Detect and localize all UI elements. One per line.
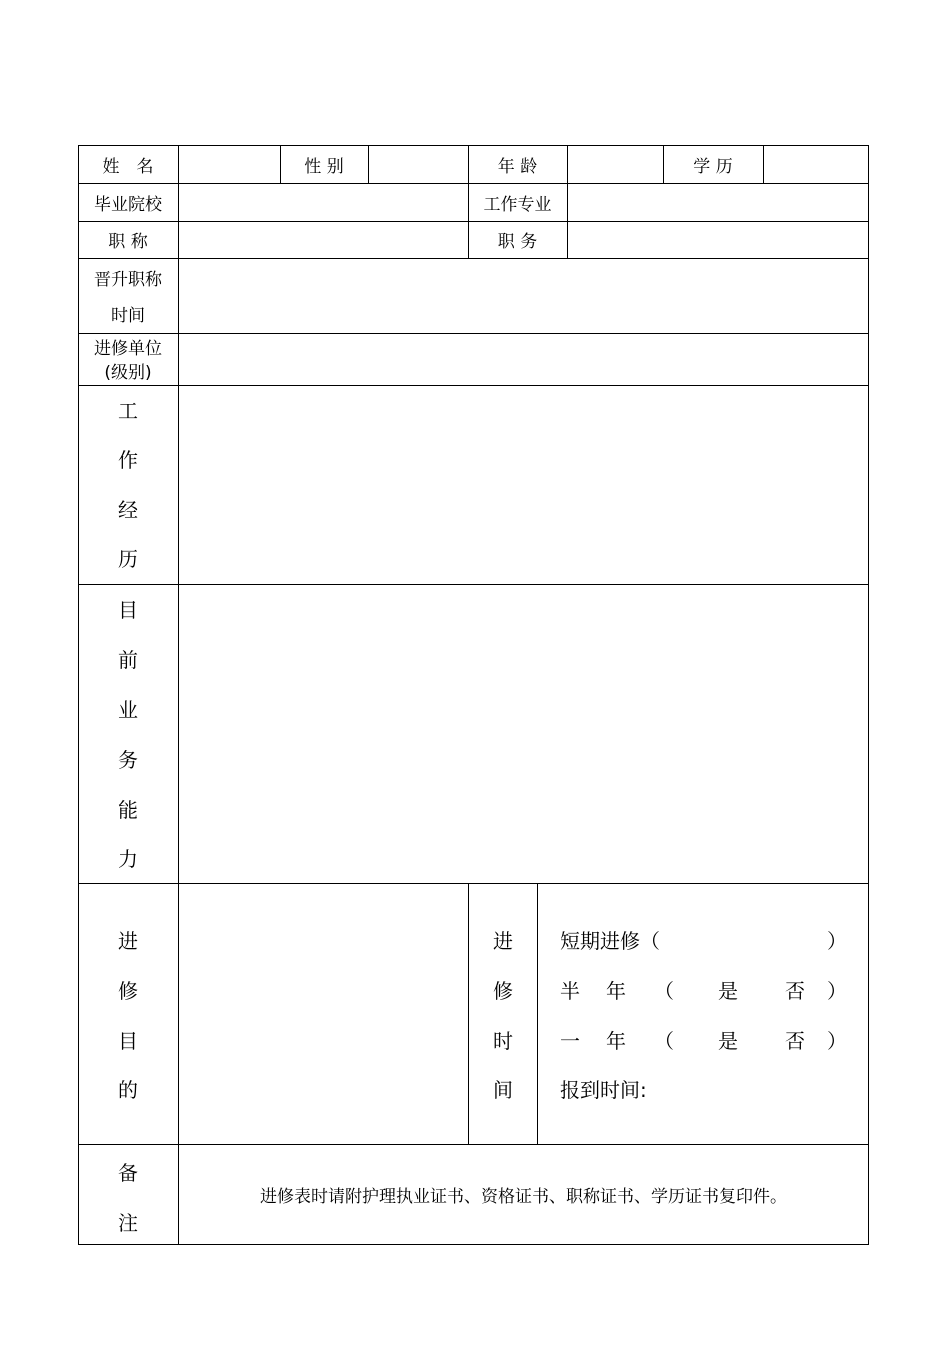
half-year-paren-close: ） [827,979,847,1003]
work-experience-field[interactable] [179,386,868,584]
study-time-label-char: 进 [493,929,513,953]
remarks-label-char: 注 [118,1211,138,1235]
half-year-char: 年 [606,979,626,1003]
job-title-field[interactable] [179,221,468,258]
position-field[interactable] [568,221,868,258]
education-label: 学 历 [693,156,733,177]
study-application-form [78,145,869,1245]
study-unit-field[interactable] [179,334,868,385]
promotion-time-field[interactable] [179,259,868,333]
name-label: 姓 名 [102,156,154,177]
remarks-label-char: 备 [118,1161,138,1185]
short-term-close-paren: ） [827,929,847,953]
report-time-label: 报到时间: [560,1078,647,1102]
age-field[interactable] [568,145,663,183]
current-ability-label-char: 力 [118,847,138,871]
short-term-option[interactable]: 短期进修（ [560,929,660,953]
current-ability-label-char: 能 [118,798,138,822]
one-year-yes-option[interactable]: 是 [718,1029,738,1053]
graduate-school-field[interactable] [179,183,468,221]
half-year-paren-open: （ [654,979,674,1003]
promotion-time-label-line2: 时间 [111,305,145,326]
grid-line [868,145,869,1245]
half-year-char: 半 [560,979,580,1003]
work-experience-label-char: 作 [118,448,138,472]
job-title-label: 职 称 [108,232,148,252]
one-year-paren-open: （ [654,1029,674,1053]
one-year-char: 年 [606,1029,626,1053]
work-experience-label-char: 工 [118,399,138,423]
education-field[interactable] [764,145,868,183]
one-year-char: 一 [560,1029,580,1053]
study-time-label-char: 修 [493,979,513,1003]
current-ability-field[interactable] [179,585,868,883]
study-purpose-label-char: 进 [118,929,138,953]
study-unit-label-line2: (级别) [104,362,152,383]
promotion-time-label-line1: 晋升职称 [94,269,162,290]
study-purpose-label-char: 目 [118,1029,138,1053]
work-major-label: 工作专业 [483,194,552,215]
current-ability-label-char: 务 [118,748,138,772]
remarks-text: 进修表时请附护理执业证书、资格证书、职称证书、学历证书复印件。 [260,1187,787,1207]
name-field[interactable] [179,145,280,183]
study-purpose-field[interactable] [179,884,468,1144]
current-ability-label-char: 前 [118,648,138,672]
one-year-paren-close: ） [827,1029,847,1053]
half-year-no-option[interactable]: 否 [785,979,805,1003]
grid-line [78,1244,869,1245]
grid-line [537,883,538,1144]
gender-label: 性 别 [304,156,344,177]
current-ability-label-char: 目 [118,598,138,622]
study-time-label-char: 时 [493,1029,513,1053]
half-year-yes-option[interactable]: 是 [718,979,738,1003]
age-label: 年 龄 [497,156,538,177]
work-experience-label-char: 历 [118,547,138,571]
grid-line [468,883,469,1144]
study-purpose-label-char: 的 [118,1078,138,1102]
study-time-label-char: 间 [493,1078,513,1102]
graduate-school-label: 毕业院校 [94,194,162,215]
one-year-no-option[interactable]: 否 [785,1029,805,1053]
gender-field[interactable] [369,145,468,183]
work-major-field[interactable] [568,183,868,221]
study-unit-label-line1: 进修单位 [94,338,162,359]
study-purpose-label-char: 修 [118,979,138,1003]
current-ability-label-char: 业 [118,698,138,722]
work-experience-label-char: 经 [118,498,138,522]
position-label: 职 务 [497,232,538,252]
